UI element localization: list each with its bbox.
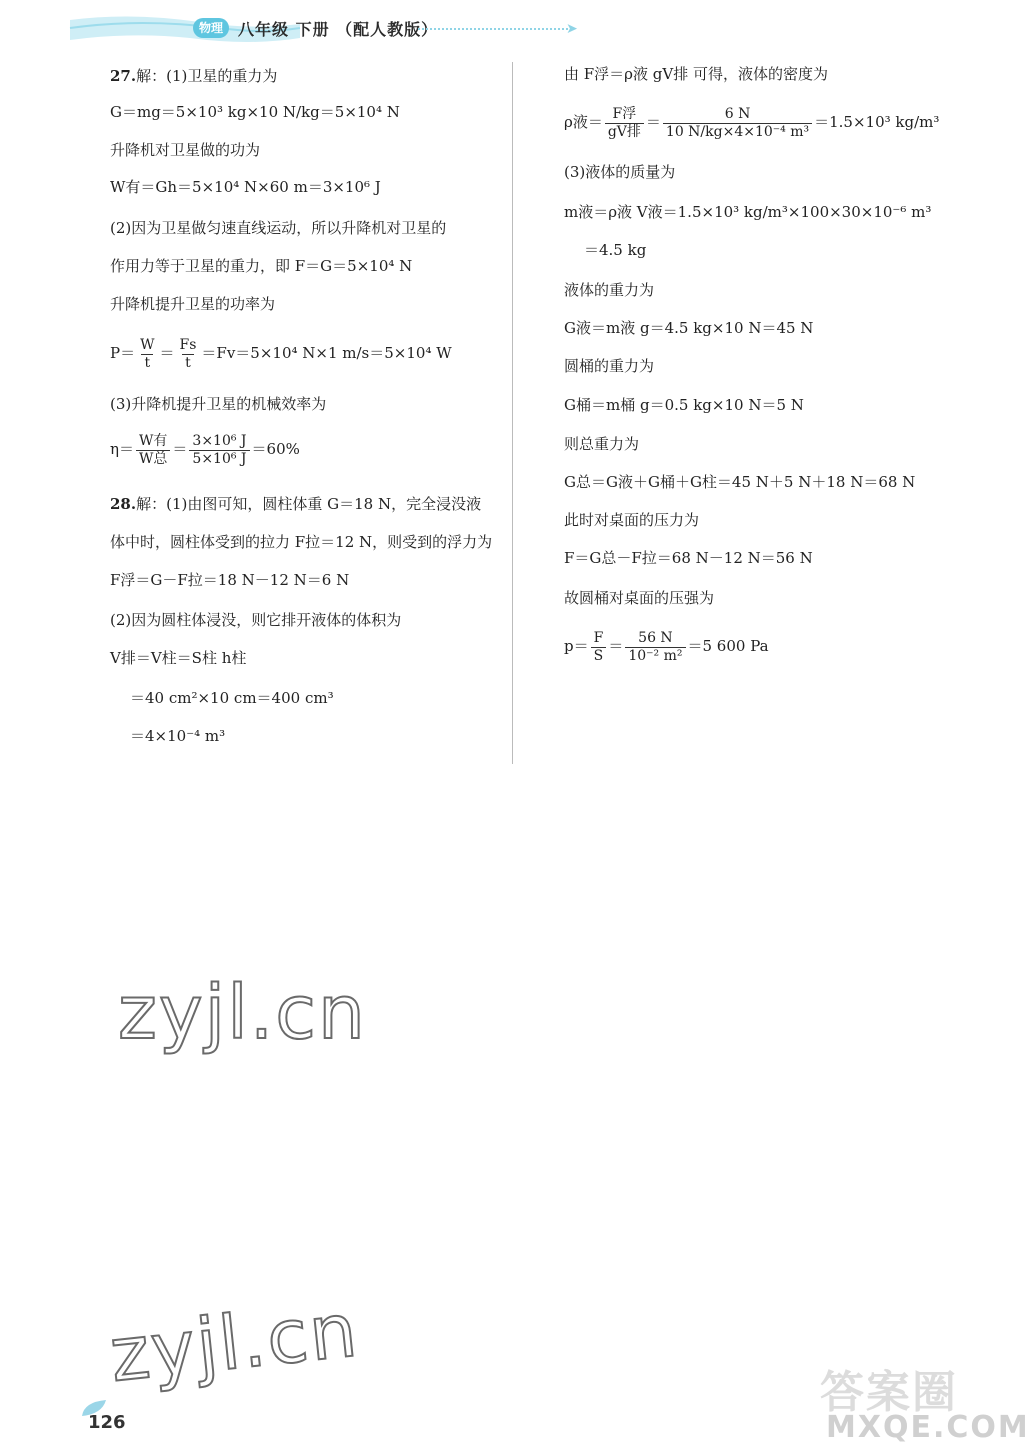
density-formula: ρ液＝ $\frac{\text{F浮}}{\text{gV排}}$ ＝ $\frac{6 N}{\text{10 N/kg×4×10⁻⁴ m³}}$ ＝1.5×10³ kg/m³ [564,105,940,140]
r-line-10: 则总重力为 [564,435,640,453]
header-arrow-icon: ➤ [566,21,578,37]
q27-line-6: 作用力等于卫星的重力，即 F＝G＝5×10⁴ N [110,257,413,275]
r-line-12: 此时对桌面的压力为 [564,511,700,529]
r-line-13: F＝G总－F拉＝68 N－12 N＝56 N [564,549,813,567]
q28-number: 28. [110,495,137,513]
q27-number: 27. [110,67,137,85]
r-line-8: 圆桶的重力为 [564,357,655,375]
header-subject-badge: 物理 [193,18,229,38]
q28-line-5: V排＝V柱＝S柱 h柱 [110,649,247,667]
fraction: $\frac{\text{3×10⁶ J}}{\text{5×10⁶ J}}$ [189,433,249,468]
column-divider [512,62,513,764]
q27-line-4: W有＝Gh＝5×10⁴ N×60 m＝3×10⁶ J [110,178,381,196]
r-line-9: G桶＝m桶 g＝0.5 kg×10 N＝5 N [564,396,804,414]
q27-line-9: (3)升降机提升卫星的机械效率为 [110,395,327,413]
fraction: $\frac{F}{S}$ [591,630,607,665]
header-dotted-line [418,28,568,30]
q28-line-7: ＝4×10⁻⁴ m³ [130,727,226,745]
q27-line-1: 27.解：(1)卫星的重力为 [110,67,278,85]
r-line-6: 液体的重力为 [564,281,655,299]
fraction: $\frac{Fs}{t}$ [179,336,197,371]
header-title: 八年级 下册 （配人教版） [238,20,439,39]
r-line-11: G总＝G液＋G桶＋G柱＝45 N＋5 N＋18 N＝68 N [564,473,916,491]
q27-efficiency-formula: η＝ $\frac{\text{W有}}{\text{W总}}$ ＝ $\frac{\text{3×10⁶ J}}{\text{5×10⁶ J}}$ ＝60% [110,432,300,467]
q28-line-4: (2)因为圆柱体浸没，则它排开液体的体积为 [110,611,402,629]
q27-line-2: G＝mg＝5×10³ kg×10 N/kg＝5×10⁴ N [110,103,400,121]
q27-line-3: 升降机对卫星做的功为 [110,141,261,159]
fraction: $\frac{6 N}{\text{10 N/kg×4×10⁻⁴ m³}}$ [663,106,812,141]
watermark-text: zyjl.cn [118,970,367,1056]
q27-power-formula: P＝ $\frac{W}{t}$ ＝ $\frac{Fs}{t}$ ＝Fv＝5×10⁴ N×1 m/s＝5×10⁴ W [110,336,452,371]
q28-line-2: 体中时，圆柱体受到的拉力 F拉＝12 N，则受到的浮力为 [110,533,493,551]
watermark-text: zyjl.cn [106,1287,363,1399]
site-logo [820,1356,1030,1446]
fraction: $\frac{W}{t}$ [140,336,155,371]
q28-line-6: ＝40 cm²×10 cm＝400 cm³ [130,689,334,707]
q28-line-3: F浮＝G－F拉＝18 N－12 N＝6 N [110,571,350,589]
logo-text-top: 答案圈 [820,1367,958,1418]
r-line-14: 故圆桶对桌面的压强为 [564,589,715,607]
page-number: 126 [88,1412,126,1433]
r-line-1: 由 F浮＝ρ液 gV排 可得，液体的密度为 [564,65,828,83]
r-line-5: ＝4.5 kg [584,241,647,259]
q28-line-1: 28.解：(1)由图可知，圆柱体重 G＝18 N，完全浸没液 [110,495,482,513]
logo-text-bottom: MXQE.COM [826,1410,1030,1445]
pressure-formula: p＝ $\frac{F}{S}$ ＝ $\frac{56 N}{\text{10⁻² m²}}$ ＝5 600 Pa [564,629,769,664]
r-line-4: m液＝ρ液 V液＝1.5×10³ kg/m³×100×30×10⁻⁶ m³ [564,203,932,221]
q27-line-5: (2)因为卫星做匀速直线运动，所以升降机对卫星的 [110,219,447,237]
r-line-3: (3)液体的质量为 [564,163,676,181]
q27-line-7: 升降机提升卫星的功率为 [110,295,276,313]
r-line-7: G液＝m液 g＝4.5 kg×10 N＝45 N [564,319,814,337]
fraction: $\frac{\text{F浮}}{\text{gV排}}$ [605,106,644,141]
fraction: $\frac{56 N}{\text{10⁻² m²}}$ [625,630,685,665]
fraction: $\frac{\text{W有}}{\text{W总}}$ [136,433,170,468]
